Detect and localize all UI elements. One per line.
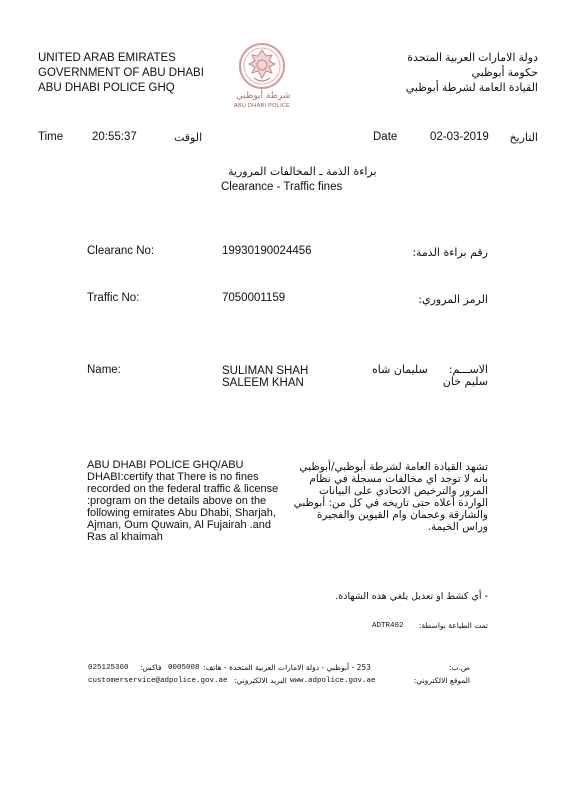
header-arabic (406, 51, 538, 96)
pobox-label-arabic: ص.ب: (448, 663, 470, 672)
date-label-arabic: التاريخ (509, 131, 538, 144)
certification-text: ABU DHABI POLICE GHQ/ABU DHABI:certify that There is no fines recorded on the federal traffic & license :program on the details above on the following emirates Abu Dhabi, Sharjah, Ajman, Oum Quwain, Al Fujairah .and Ras al khaimah (87, 459, 279, 543)
clearance-number-value: 19930190024456 (222, 245, 312, 257)
traffic-number-label-arabic: الرمز المروري: (418, 293, 488, 306)
name-value-arabic-line-1: سليمان شاه (372, 363, 428, 376)
phone-number: 0005008 (168, 664, 200, 672)
date-value: 02-03-2019 (430, 131, 489, 143)
header-ar-line-2: حكومة أبوظبي (471, 67, 538, 79)
fax-number: 025125360 (88, 664, 129, 672)
printed-by-value: ADTR402 (372, 622, 404, 630)
time-label: Time (38, 131, 64, 143)
traffic-number-label: Traffic No: (87, 292, 140, 304)
header-en-line-3: ABU DHABI POLICE GHQ (38, 82, 175, 94)
abu-dhabi-police-logo (234, 40, 290, 112)
document-title-arabic: براءة الذمة ـ المخالفات المرورية (228, 165, 377, 178)
website-link[interactable]: www.adpolice.gov.ae (290, 677, 376, 685)
printed-by-label-arabic: تمت الطباعة بواسطة: (418, 621, 488, 630)
name-value-line-1: SULIMAN SHAH (222, 365, 309, 377)
certification-text-arabic: تشهد القيادة العامة لشرطة أبوظبي/أبوظبي بانه لا توجد اي مخالفات مسجلة في نظام المرور والترخيص الاتحادي على البيانات الواردة أعلاه حتى تاريخه في كل من: أبوظبي والشارقة وعجمان وام القيوين والفجيرة وراس الخيمة. (293, 461, 488, 533)
email-link[interactable]: customerservice@adpolice.gov.ae (88, 677, 228, 685)
header-ar-line-3: القيادة العامة لشرطة أبوظبي (405, 82, 538, 94)
name-label-arabic: الاســـم: (448, 363, 488, 376)
name-value-line-2: SALEEM KHAN (222, 377, 304, 389)
header-ar-line-1: دولة الامارات العربية المتحدة (407, 52, 538, 64)
clearance-number-label: Clearanc No: (87, 245, 155, 257)
time-value: 20:55:37 (92, 131, 137, 143)
logo-text-english: ABU DHABI POLICE (234, 103, 291, 109)
header-en-line-1: UNITED ARAB EMIRATES (38, 52, 176, 64)
address-arabic: 253 - أبوظبي - دولة الامارات العربية المتحدة - هاتف: (203, 663, 371, 672)
header-en-line-2: GOVERNMENT OF ABU DHABI (38, 67, 204, 79)
name-label: Name: (87, 364, 121, 376)
clearance-number-label-arabic: رقم براءة الذمة: (412, 246, 488, 259)
website-label-arabic: الموقع الالكتروني: (413, 676, 470, 685)
name-value (222, 365, 308, 389)
time-label-arabic: الوقت (174, 131, 203, 144)
police-emblem-icon (234, 40, 290, 112)
name-value-arabic-line-2: سليم خان (442, 375, 488, 388)
alteration-notice-arabic: - أي كشط او تعديل يلغي هذه الشهادة. (335, 591, 488, 602)
traffic-number-value: 7050001159 (222, 292, 286, 304)
email-label-arabic: البريد الالكتروني: (234, 676, 287, 685)
header-english (38, 51, 204, 96)
fax-label-arabic: فاكس: (140, 663, 162, 672)
logo-text-arabic: شرطة أبوظبي (236, 91, 291, 101)
document-title: Clearance - Traffic fines (221, 181, 343, 193)
date-label: Date (373, 131, 398, 143)
